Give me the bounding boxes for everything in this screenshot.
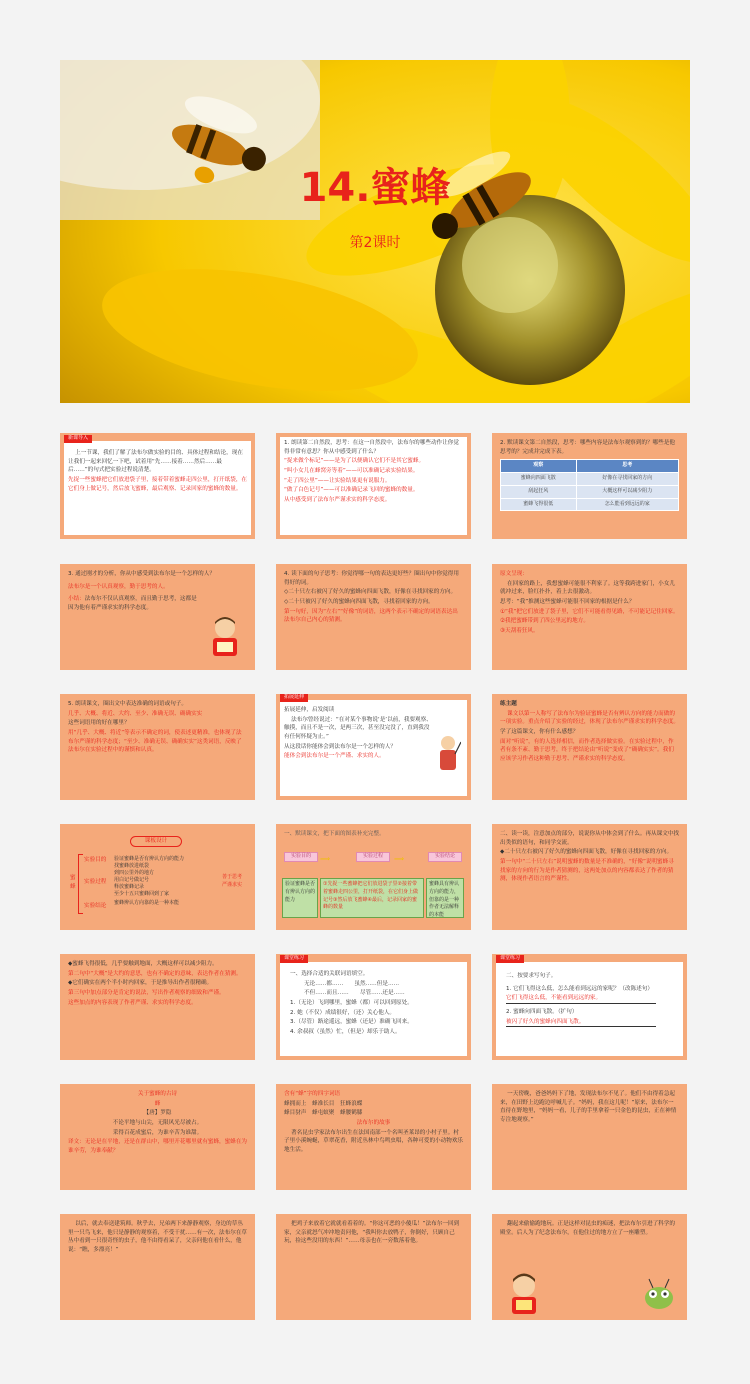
slide-title: 关于蜜蜂的古诗 bbox=[137, 1091, 178, 1097]
sentence: ◆二十只左右被闪了好久的蜜蜂向四面飞散，好像在寻找回家的方向。 bbox=[500, 849, 673, 856]
sentence: ◆它们确实在两个半小时内回家，于是推导出作者很精确。 bbox=[68, 980, 213, 987]
slide-exercise-2 bbox=[492, 954, 687, 1060]
line: “捉来做个标记”——是为了以便确认它们不是其它蜜蜂。 bbox=[284, 458, 425, 465]
cover-subtitle: 第2课时 bbox=[349, 235, 401, 251]
story-body: 著名昆虫学家法布尔出生在法国南部一个名叫圣莱昂的小村子里。村子里小溪蜿蜒，草翠花香，附近丛林中鸟鸣虫唱，各种可爱的小动物欢乐地生活。 bbox=[284, 1129, 464, 1153]
idiom: 蜂屯蚁聚 bbox=[312, 1110, 335, 1117]
table-cell: 蜜蜂飞得很低 bbox=[501, 498, 577, 511]
board-title: 课板设计 bbox=[130, 836, 182, 847]
poem-author: 【唐】罗隐 bbox=[143, 1110, 172, 1117]
sentence: ◆蜜蜂飞得很低，几乎要触到地面，大概这样可以减少阻力。 bbox=[68, 961, 218, 967]
exercise-item: 4. 余叔叔（虽然）忙，（但是）却乐于助人。 bbox=[290, 1028, 401, 1035]
slide-title: 一、选择合适的关联词语填空。 bbox=[290, 971, 369, 977]
observation-table bbox=[500, 459, 679, 511]
slide-q5 bbox=[60, 694, 255, 800]
question: 2. 默读课文第二自然段，思考：哪些内容是法布尔观察到的？哪些是他思考的？完成并完成下表。 bbox=[500, 440, 675, 455]
slide-flowchart bbox=[276, 824, 471, 930]
boy-reading-icon bbox=[205, 614, 245, 660]
question: 二、读一读，注意加点的部分，说说你从中体会到了什么。再从课文中找出类似的语句，和同学交流。 bbox=[500, 831, 680, 846]
table-row bbox=[501, 498, 679, 511]
question: 从这段话你能体会到法布尔是一个怎样的人？ bbox=[284, 743, 396, 750]
slide-body: 上一节课，我们了解了法布尔做实验的目的、具体过程和结论，现在让我们一起来回忆一下吧，试着用“先……接着……然后……最后……”的句式把实验过程说清楚。 bbox=[68, 450, 243, 474]
slide-title: 二、按要求写句子。 bbox=[506, 973, 557, 979]
slide-tag: 课堂练习 bbox=[280, 955, 308, 963]
flow-header-conclusion: 实验结论 bbox=[428, 852, 462, 862]
answer-item: ②我把蜜蜂带到了四公里远的地方。 bbox=[500, 618, 589, 625]
slide-answer: 第一句好，因为“左右”“好像”的词语，这两个表示不确定的词语表达出法布尔自己内心的猜测。 bbox=[284, 608, 458, 624]
slide-tag: 原文呈现： bbox=[500, 571, 528, 577]
exercise-item: 1. 它们飞得这么低，怎么能看到远远的家呢？（改陈述句） bbox=[506, 985, 653, 992]
idiom: 蜂腰鹤膝 bbox=[340, 1110, 363, 1117]
slide-title: 练主题 bbox=[500, 701, 517, 707]
slide-board bbox=[60, 824, 255, 930]
slide-body: 课文以第一人称写了法布尔为验证蜜蜂是否有辨认方向的能力而做的一项实验。重点介绍了实验的经过，体现了法布尔严谨求实的科学态度。 bbox=[500, 710, 680, 726]
slide-title: 一、默读课文，把下面的图表补充完整。 bbox=[284, 831, 385, 837]
poem-title: 蜂 bbox=[154, 1100, 161, 1107]
poem-note: 译文：无论是在平地，还是在群山中，哪里开花哪里就有蜜蜂，蜜蜂在为谁辛劳，为谁奉献？ bbox=[68, 1139, 248, 1154]
table-row bbox=[501, 485, 679, 498]
table-cell: 好像在寻找回家的方向 bbox=[576, 473, 678, 486]
arrow-icon: ⟹ bbox=[320, 855, 331, 863]
arrow-icon: ⟹ bbox=[394, 855, 405, 863]
cover-slide bbox=[60, 60, 690, 403]
word-list: 几乎、大概、将近、大约、至少、准确无误、确确实实 bbox=[68, 710, 203, 717]
slide-answer: 被闪了好久的蜜蜂向四面飞散。 bbox=[506, 1018, 656, 1028]
board-right: 善于思考 严谨求实 bbox=[222, 874, 243, 888]
exercise-item: 2. 她（不仅）成绩很好，（还）关心他人。 bbox=[290, 1009, 396, 1016]
slide-title: 含有“蜂”字的四字词语 bbox=[284, 1091, 341, 1097]
question: 3. 通过刚才的分析，你从中感受到法布尔是一个怎样的人？ bbox=[68, 571, 215, 577]
slide-answer: 第二句中“大概”是大约的意思，也有不确定的意味，表达作者在猜测。 bbox=[68, 970, 242, 977]
pair: 不但……而且…… bbox=[304, 990, 349, 997]
bug-cartoon-icon bbox=[639, 1276, 679, 1312]
slide-body: 在回家的路上，我想蜜蜂可能很不利家了。这等我跨进家门，小女儿就冲过来，脸红扑扑，着上去很激动。 bbox=[500, 580, 675, 596]
exercise-item: 1.（无论）飞到哪里，蜜蜂（都）可以回到原处。 bbox=[290, 999, 413, 1006]
slide-tag: 新课导入 bbox=[64, 435, 92, 443]
board-mid-process: 实验过程 bbox=[84, 879, 107, 885]
slide-exercise-1 bbox=[276, 954, 471, 1060]
slide-answer: 从中感受到了法布尔严谨求实的科学态度。 bbox=[284, 496, 391, 503]
story-body: 以后，就去奉送建筑师。秋乎去，兄弟两下来静静观察，身边的草丛里一只鸟飞来，他只是静静的观察着，不受干扰……有一次，法布尔在草丛中看到一只很奇怪的虫子，他不由得看呆了，父亲问他在看什么，他说：“瞧，多漂亮！” bbox=[68, 1221, 248, 1253]
slide-answer: 先捉一些蜜蜂把它们放进袋子里，接着带着蜜蜂走四公里，打开纸袋，在它们身上做记号，然后放飞蜜蜂，最后观察、记录回家的蜜蜂的数量。 bbox=[68, 476, 248, 492]
board-mid-purpose: 实验目的 bbox=[84, 857, 107, 863]
question: 这些词语用的好在哪里？ bbox=[68, 720, 130, 727]
answer-item: ③天刮着狂风。 bbox=[500, 627, 539, 634]
table-header: 思考 bbox=[576, 460, 678, 473]
slide-answer: 面对“听说”，有的人选择相信，而作者选择做实验。在实验过程中，作者有条不紊、勤于思考，终于把结论由“听说”变成了“确确实实”。我们应该学习作者这种勤于思考、严谨求实的科学态度。 bbox=[500, 738, 674, 762]
table-row bbox=[501, 473, 679, 486]
option: ◇二十只被闪了好久的蜜蜂向四面飞散，寻找着回家的方向。 bbox=[284, 598, 434, 605]
board-item: 至少十五只蜜蜂回到了家 bbox=[114, 891, 170, 897]
board-left: 蜜蜂 bbox=[70, 875, 76, 890]
question: 思考：“我”推测这些蜜蜂可能很不回家的根据是什么？ bbox=[500, 598, 635, 605]
slide-tag: 课堂练习 bbox=[496, 955, 524, 963]
exercise-item: 2. 蜜蜂向四面飞散。（扩句） bbox=[506, 1008, 578, 1015]
table-cell: 刮起狂风 bbox=[501, 485, 577, 498]
story-body: 把鸡子来放着它就就看着着的。“你这可恶的小傻瓜！”法布尔一回到家，父亲就怒气冲冲地责问他，“我叫你去放鸭子，你倒好，只顾自己玩，捡这些没用的东西！”……母亲也在一旁数落着他。 bbox=[284, 1221, 460, 1245]
slide-q3 bbox=[60, 564, 255, 670]
teacher-icon bbox=[435, 734, 461, 774]
answer-item: ①“我”把它们放进了袋子里，它们不可能看得见路，不可能记记住回家。 bbox=[500, 608, 679, 615]
slide-title: 拓展延伸，启发阅读 bbox=[284, 707, 335, 713]
story-body: 翻起来偷偷跑地玩。正是这样对昆虫的痴迷，把法布尔引进了科学的殿堂。后人为了纪念法布尔，在他住过的地方立了一座雕塑。 bbox=[500, 1221, 675, 1236]
slide-tag: 拓展延伸 bbox=[280, 694, 308, 702]
line: “做了白色记号”——可以准确记录飞回的蜜蜂的数量。 bbox=[284, 487, 419, 494]
slide-q2-table bbox=[492, 433, 687, 539]
flow-box-process: ①先捉一些蜜蜂把它们放进袋子里②接着带着蜜蜂走四公里，打开纸袋，在它们身上做记号③然后放飞蜜蜂④最后，记录回家的蜜蜂的数量 bbox=[320, 878, 424, 918]
slide-answer: 这些加点的内容表现了作者严谨、求实的科学态度。 bbox=[68, 999, 197, 1006]
pair: 尽管……还是…… bbox=[359, 990, 405, 997]
question: 5. 朗读课文，圈出文中表达准确的词语或句子。 bbox=[68, 701, 187, 707]
slide-q4 bbox=[276, 564, 471, 670]
question: 4. 读下面的句子思考：你觉得哪一句的表达更好些？圈出句中你觉得用得好的词。 bbox=[284, 571, 459, 586]
slide-answer: 第一句中“二十只左右”说明蜜蜂的数量是不准确的，“好像”说明蜜蜂寻找家的方向的行为是作者猜测的，这两处加点的内容都表达了作者的猜测，体现作者语言的严谨性。 bbox=[500, 858, 674, 883]
table-cell: 怎么能看到远远的家 bbox=[576, 498, 678, 511]
slide-extension bbox=[276, 694, 471, 800]
idiom: 狂蜂浪蝶 bbox=[340, 1100, 363, 1107]
pair: 虽然……但是…… bbox=[354, 980, 400, 987]
option: ◇二十只左右被闪了好久的蜜蜂向四面飞散，好像在寻找回家的方向。 bbox=[284, 589, 457, 596]
slide-words bbox=[276, 1084, 471, 1190]
slide-story-1 bbox=[492, 1084, 687, 1190]
board-item: 蜜蜂辨认方向靠的是一种本能 bbox=[114, 900, 180, 906]
slide-body: 法布尔曾经说过：“在对某个事物说‘是’以前，我要观察、触摸，而且不是一次，是两三次，甚至没完没了，直到我没有任何怀疑为止。” bbox=[284, 716, 432, 740]
slide-answer: 第三句中加点部分是肯定的说法，写出作者观察的细致和严谨。 bbox=[68, 989, 225, 996]
boy-cartoon-icon bbox=[506, 1272, 542, 1316]
line: “走了四公里”——让实验结果更有说服力。 bbox=[284, 477, 391, 484]
poem-line: 采得百花成蜜后，为谁辛苦为谁甜。 bbox=[112, 1129, 203, 1136]
cover-title: 14.蜜蜂 bbox=[299, 165, 451, 211]
idiom: 蜂拥而上 bbox=[284, 1100, 307, 1107]
table-cell: 大概这样可以减少阻力 bbox=[576, 485, 678, 498]
board-item: 用白记号做记号 bbox=[114, 877, 150, 883]
summary-text: 法布尔不仅认真观察，而且勤于思考，这都是因为他有着严谨求实的科学态度。 bbox=[68, 596, 197, 611]
table-header: 观察 bbox=[501, 460, 577, 473]
slide-read bbox=[492, 824, 687, 930]
summary-label: 小结： bbox=[68, 596, 85, 603]
poem-line: 不论平地与山尖，无限风光尽被占。 bbox=[112, 1119, 203, 1126]
board-item: 释放蜜蜂记录 bbox=[114, 884, 145, 890]
question: 1. 朗读第二自然段，思考：在这一自然段中，法布尔的哪些动作让你觉得非常有意思？你从中感受到了什么？ bbox=[284, 440, 459, 455]
slide-answer: 它们飞得这么低，不能看到远远的家。 bbox=[506, 994, 656, 1004]
slide-q1 bbox=[276, 433, 471, 539]
board-item: 找蜜蜂放进纸袋 bbox=[114, 863, 150, 869]
slide-intro bbox=[60, 433, 255, 539]
slide-poem bbox=[60, 1084, 255, 1190]
pair: 无论……都…… bbox=[304, 980, 344, 987]
board-item: 到四公里外的地方 bbox=[114, 870, 155, 876]
slide-story-3 bbox=[276, 1214, 471, 1320]
slide-summary bbox=[492, 694, 687, 800]
exercise-item: 3.（尽管）路途遥远，蜜蜂（还是）准确飞回来。 bbox=[290, 1019, 413, 1026]
line: “叫小女儿在蜂窝旁等着”——可以准确记录实验结果。 bbox=[284, 467, 419, 474]
slide-story-4 bbox=[492, 1214, 687, 1320]
flow-header-process: 实验过程 bbox=[356, 852, 390, 862]
story-body: 一天傍晚，爸爸妈妈下了地，发现法布尔不见了。他们不由得着急起来，在田野上边跑边呼喊儿子。“妈妈，我在这儿呢！”原来，法布尔一直待在野地里，“妈妈一看，儿子的手里拿着一只金色的昆虫，正在神情专注地观察。” bbox=[500, 1091, 677, 1123]
flow-box-conclusion: 蜜蜂具有辨认方向的能力，但靠的是一种作者无法解释的本能 bbox=[426, 878, 464, 918]
story-title: 法布尔的故事 bbox=[356, 1119, 391, 1126]
slide-read-2 bbox=[60, 954, 255, 1060]
idiom: 蜂准长目 bbox=[312, 1100, 335, 1107]
slide-story-2 bbox=[60, 1214, 255, 1320]
table-cell: 蜜蜂向四面飞散 bbox=[501, 473, 577, 486]
board-item: 验证蜜蜂是否有辨认方向的能力 bbox=[114, 856, 185, 862]
slide-answer: 法布尔是一个认真观察，勤于思考的人。 bbox=[68, 583, 169, 590]
slide-answer: 能体会到法布尔是一个严谨、求实的人。 bbox=[284, 753, 385, 760]
slide-original-text bbox=[492, 564, 687, 670]
flow-header-purpose: 实验目的 bbox=[284, 852, 318, 862]
board-mid-conclusion: 实验结论 bbox=[84, 903, 107, 909]
slide-answer: 用“几乎、大概、将近”等表示不确定的词，使表述更精准，也体现了法布尔严谨的科学态度；“至少、准确无误、确确实实”这类词语，反映了法布尔在实验过程中的谨慎和认真。 bbox=[68, 729, 242, 754]
flow-box-purpose: 验证蜜蜂是否有辨认方向的能力 bbox=[282, 878, 318, 918]
question: 学了这篇课文，你有什么感想？ bbox=[500, 728, 579, 735]
idiom: 蜂目豺声 bbox=[284, 1110, 307, 1117]
